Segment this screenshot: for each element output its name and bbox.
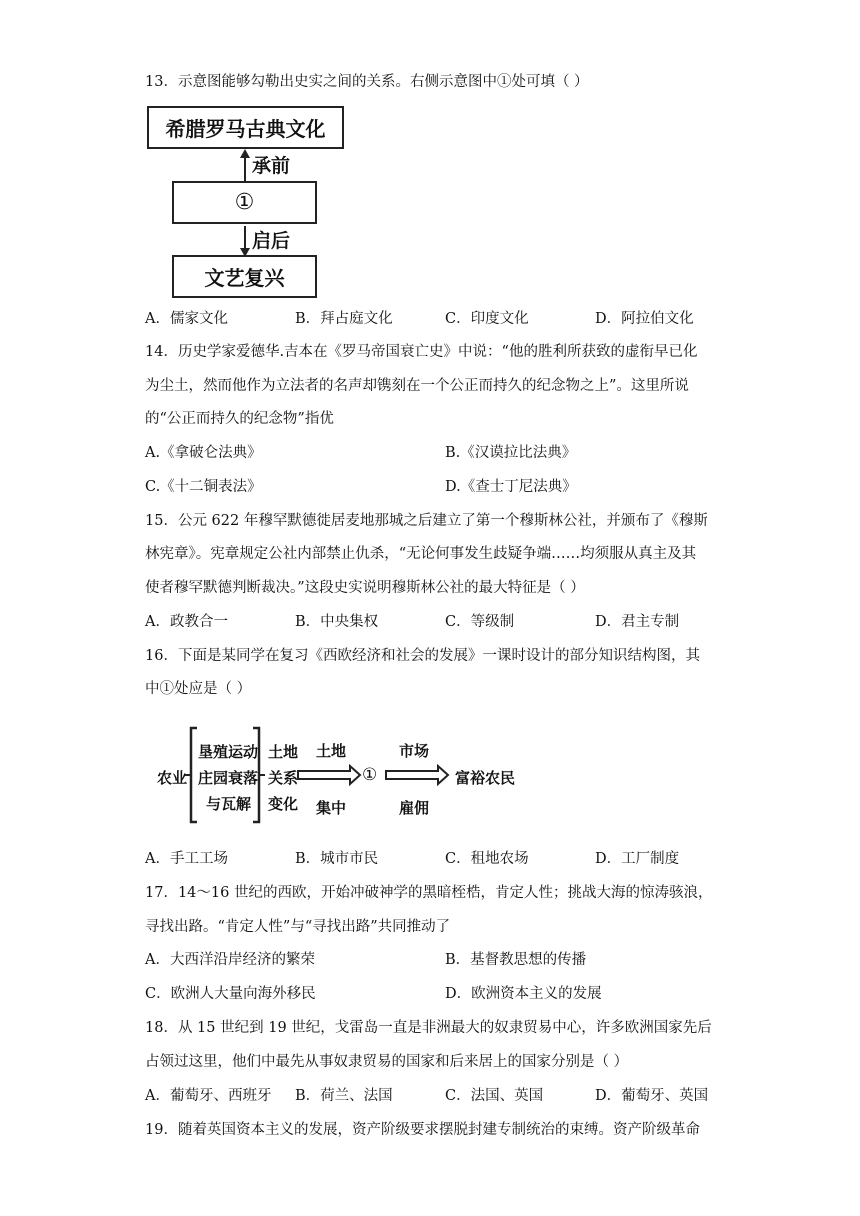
q15-option-c: C．等级制 xyxy=(445,614,515,630)
question-14-stem-line: 为尘土，然而他作为立法者的名声却镌刻在一个公正而持久的纪念物之上”。这里所说 xyxy=(145,378,689,394)
q15-option-d: D．君主专制 xyxy=(595,614,680,630)
diagram-change-line: 土地 xyxy=(268,743,299,761)
q17-option-d: D．欧洲资本主义的发展 xyxy=(445,986,602,1002)
q17-option-a: A．大西洋沿岸经济的繁荣 xyxy=(145,952,315,968)
q16-option-d: D．工厂制度 xyxy=(595,851,680,867)
q16-option-a: A．手工工场 xyxy=(145,851,228,867)
diagram-arrow1-bottom-label: 集中 xyxy=(316,799,347,817)
q15-option-a: A．政教合一 xyxy=(145,614,228,630)
diagram-agriculture-label: 农业 xyxy=(157,769,188,787)
diagram-bottom-box: 文艺复兴 xyxy=(172,255,317,298)
diagram-change-line: 关系 xyxy=(268,769,299,787)
question-17-stem-line: 寻找出路。“肯定人性”与“寻找出路”共同推动了 xyxy=(145,919,451,935)
q14-option-c: C.《十二铜表法》 xyxy=(145,479,262,495)
diagram-top-box: 希腊罗马古典文化 xyxy=(147,106,344,149)
question-15-stem-line: 15．公元 622 年穆罕默德徙居麦地那城之后建立了第一个穆斯林公社，并颁布了《穆斯 xyxy=(145,513,708,529)
q17-option-b: B．基督教思想的传播 xyxy=(445,952,587,968)
q18-option-c: C．法国、英国 xyxy=(445,1088,544,1104)
q14-option-d: D.《查士丁尼法典》 xyxy=(445,479,577,495)
q13-option-a: A．儒家文化 xyxy=(145,311,228,327)
question-15-stem-line: 林宪章》。宪章规定公社内部禁止仇杀，“无论何事发生歧疑争端……均须服从真主及其 xyxy=(145,546,697,562)
diagram-group-line: 庄园衰落 xyxy=(198,769,259,787)
q15-option-b: B．中央集权 xyxy=(295,614,379,630)
diagram-down-label: 启后 xyxy=(252,230,291,252)
diagram-group-line: 与瓦解 xyxy=(206,795,252,813)
diagram-up-label: 承前 xyxy=(252,155,291,177)
question-18-stem-line: 18．从 15 世纪到 19 世纪，戈雷岛一直是非洲最大的奴隶贸易中心，许多欧洲国家先后 xyxy=(145,1020,712,1036)
diagram-group-line: 垦殖运动 xyxy=(198,743,259,761)
diagram-arrow2-bottom-label: 雇佣 xyxy=(399,799,430,817)
diagram-rich-farmer-label: 富裕农民 xyxy=(455,769,516,787)
diagram-middle-box: ① xyxy=(172,181,317,224)
q18-option-d: D．葡萄牙、英国 xyxy=(595,1088,709,1104)
q18-option-a: A．葡萄牙、西班牙 xyxy=(145,1088,272,1104)
q16-option-b: B．城市市民 xyxy=(295,851,379,867)
q13-option-c: C．印度文化 xyxy=(445,311,529,327)
diagram-mid-marker: ① xyxy=(362,765,378,785)
question-14-stem-line: 的“公正而持久的纪念物”指优 xyxy=(145,411,334,427)
question-15-stem-line: 使者穆罕默德判断裁决。”这段史实说明穆斯林公社的最大特征是（ ） xyxy=(145,580,585,596)
q14-option-b: B.《汉谟拉比法典》 xyxy=(445,445,577,461)
diagram-arrow1-top-label: 土地 xyxy=(316,742,347,760)
q17-option-c: C．欧洲人大量向海外移民 xyxy=(145,986,316,1002)
question-16-stem-line: 16．下面是某同学在复习《西欧经济和社会的发展》一课时设计的部分知识结构图，其 xyxy=(145,648,700,664)
diagram-arrow2-top-label: 市场 xyxy=(399,742,430,760)
q18-option-b: B．荷兰、法国 xyxy=(295,1088,393,1104)
q16-option-c: C．租地农场 xyxy=(445,851,529,867)
question-18-stem-line: 占领过这里，他们中最先从事奴隶贸易的国家和后来居上的国家分别是（ ） xyxy=(145,1054,629,1070)
question-14-stem-line: 14．历史学家爱德华.吉本在《罗马帝国衰亡史》中说：“他的胜利所获致的虚衔早已化 xyxy=(145,344,698,360)
q13-option-d: D．阿拉伯文化 xyxy=(595,311,694,327)
q14-option-a: A.《拿破仑法典》 xyxy=(145,445,262,461)
question-16-stem-line: 中①处应是（ ） xyxy=(145,681,252,697)
question-17-stem-line: 17．14～16 世纪的西欧，开始冲破神学的黑暗桎梏，肯定人性；挑战大海的惊涛骇浪， xyxy=(145,885,713,901)
diagram-change-line: 变化 xyxy=(268,795,299,813)
question-19-stem-line: 19．随着英国资本主义的发展，资产阶级要求摆脱封建专制统治的束缚。资产阶级革命 xyxy=(145,1122,700,1138)
question-13-stem: 13．示意图能够勾勒出史实之间的关系。右侧示意图中①处可填（ ） xyxy=(145,74,589,90)
q13-option-b: B．拜占庭文化 xyxy=(295,311,393,327)
